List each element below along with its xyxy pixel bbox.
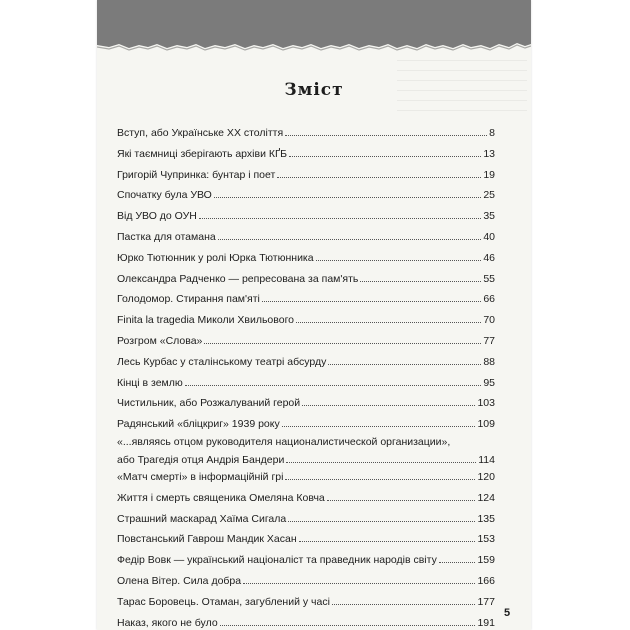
dot-leader — [289, 155, 481, 157]
toc-entry-page: 46 — [483, 251, 495, 264]
dot-leader — [328, 363, 481, 365]
toc-entry-title: Наказ, якого не було — [117, 616, 218, 629]
dot-leader — [296, 321, 481, 323]
toc-entry-title: Федір Вовк — український націоналіст та праведник народів світу — [117, 554, 437, 567]
dot-leader — [439, 561, 476, 563]
toc-entry — [117, 332, 495, 353]
toc-entry — [117, 186, 495, 207]
dot-leader — [286, 461, 476, 463]
toc-entry — [117, 394, 495, 415]
toc-entry-page: 109 — [477, 418, 495, 431]
toc-entry — [117, 311, 495, 332]
toc-entry-title: Лесь Курбас у сталінському театрі абсурду — [117, 355, 327, 368]
toc-entry-page: 66 — [483, 293, 495, 306]
dot-leader — [262, 300, 481, 302]
toc-entry — [117, 510, 495, 531]
dot-leader — [332, 603, 476, 605]
toc-entry — [117, 290, 495, 311]
dot-leader — [302, 404, 475, 406]
dot-leader — [218, 238, 482, 240]
toc-entry-page: 70 — [483, 314, 495, 327]
toc-entry-page: 40 — [483, 230, 495, 243]
dot-leader — [288, 520, 475, 522]
toc-entry-title: Кінці в землю — [117, 376, 183, 389]
toc-entry-page: 8 — [489, 127, 495, 139]
toc-entry — [117, 614, 495, 630]
toc-entry — [117, 374, 495, 395]
dot-leader — [285, 478, 475, 480]
toc-entry-page: 35 — [483, 210, 495, 223]
toc-entry-title: Спочатку була УВО — [117, 189, 212, 202]
toc-entry — [117, 166, 495, 187]
toc-entry-page: 166 — [477, 574, 495, 587]
book-page — [97, 0, 531, 630]
dot-leader — [360, 280, 481, 282]
toc-entry — [117, 228, 495, 249]
toc-entry-title: Finita la tragedia Миколи Хвильового — [117, 314, 295, 327]
table-of-contents — [117, 124, 495, 630]
toc-entry-title: Вступ, або Українське ХХ століття — [117, 127, 284, 139]
toc-entry-page: 25 — [483, 189, 495, 202]
toc-entry-title: або Трагедія отця Андрія Бандери — [117, 453, 285, 466]
toc-entry-title: Від УВО до ОУН — [117, 210, 197, 223]
toc-entry — [117, 489, 495, 510]
toc-entry-title: Олександра Радченко — репресована за пам'ять — [117, 272, 359, 285]
torn-paper-header — [97, 0, 531, 60]
toc-entry-page: 77 — [483, 334, 495, 347]
toc-entry-page: 135 — [477, 512, 495, 525]
toc-entry — [117, 551, 495, 572]
toc-entry-title: Голодомор. Стирання пам'яті — [117, 293, 260, 306]
toc-entry-title: Чистильник, або Розжалуваний герой — [117, 397, 301, 410]
toc-entry-page: 95 — [483, 376, 495, 389]
toc-entry — [117, 249, 495, 270]
toc-entry — [117, 572, 495, 593]
toc-entry-title: Юрко Тютюнник у ролі Юрка Тютюнника — [117, 251, 314, 264]
toc-entry-page: 114 — [478, 453, 495, 466]
toc-entry-title: «Матч смерті» в інформаційній грі — [117, 470, 284, 483]
toc-entry-page: 177 — [477, 595, 495, 608]
toc-entry-page: 13 — [483, 147, 495, 160]
toc-entry-page: 88 — [483, 355, 495, 368]
dot-leader — [204, 342, 481, 344]
dot-leader — [214, 196, 481, 198]
toc-entry-page: 159 — [477, 554, 495, 567]
toc-entry-page: 19 — [483, 168, 495, 181]
toc-entry-title: Які таємниці зберігають архіви КҐБ — [117, 147, 287, 160]
dot-leader — [277, 176, 481, 178]
toc-title: Зміст — [284, 80, 344, 100]
toc-entry-title: Розгром «Слова» — [117, 334, 203, 347]
toc-entry — [117, 353, 495, 374]
toc-entry — [117, 124, 495, 145]
dot-leader — [299, 540, 476, 542]
toc-entry-title: Життя і смерть священика Омеляна Ковча — [117, 491, 325, 504]
toc-entry — [117, 530, 495, 551]
toc-entry-title: Пастка для отамана — [117, 230, 216, 243]
toc-entry-title: Григорій Чупринка: бунтар і поет — [117, 168, 276, 181]
dot-leader — [199, 217, 481, 219]
toc-entry — [117, 145, 495, 166]
toc-entry-page: 103 — [477, 397, 495, 410]
toc-entry — [117, 415, 495, 436]
dot-leader — [285, 134, 487, 136]
toc-entry-title: Олена Вітер. Сила добра — [117, 574, 242, 587]
toc-entry-title: Страшний маскарад Хаїма Сигала — [117, 512, 287, 525]
toc-entry-page: 124 — [477, 491, 495, 504]
dot-leader — [316, 259, 482, 261]
dot-leader — [220, 624, 476, 626]
toc-entry-page: 191 — [477, 616, 495, 629]
toc-entry-page: 153 — [477, 533, 495, 546]
dot-leader — [282, 425, 476, 427]
toc-entry-page: 55 — [483, 272, 495, 285]
toc-entry — [117, 593, 495, 614]
dot-leader — [327, 499, 476, 501]
dot-leader — [185, 384, 482, 386]
toc-entry — [117, 468, 495, 489]
toc-entry-title-line1: «...являясь отцом руководителя националистической организации», — [117, 435, 451, 448]
page-number: 5 — [504, 607, 511, 619]
toc-entry-title: Повстанський Гаврош Мандик Хасан — [117, 533, 297, 546]
toc-entry — [117, 207, 495, 228]
torn-paper-band — [97, 0, 531, 48]
toc-entry-title: Тарас Боровець. Отаман, загублений у часі — [117, 595, 330, 608]
toc-entry — [117, 436, 495, 468]
toc-entry — [117, 270, 495, 291]
toc-entry-title: Радянський «бліцкриг» 1939 року — [117, 418, 280, 431]
toc-entry-page: 120 — [477, 470, 495, 483]
dot-leader — [243, 582, 475, 584]
